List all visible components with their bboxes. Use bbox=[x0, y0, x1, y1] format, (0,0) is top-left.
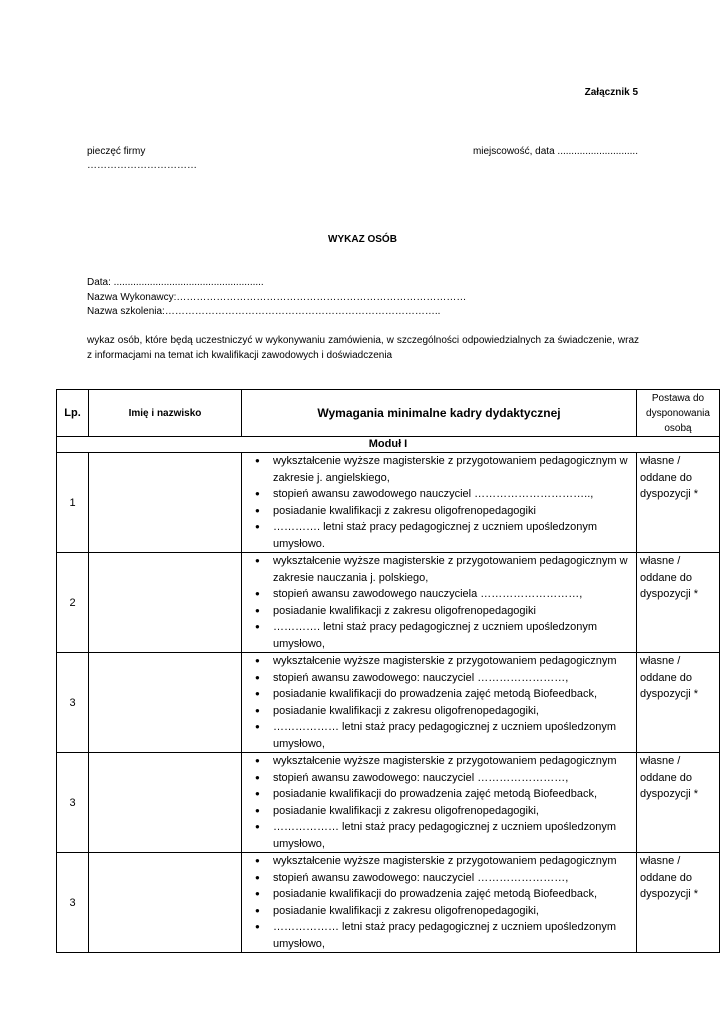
bullet-icon: ● bbox=[255, 772, 260, 782]
requirement-item bbox=[242, 486, 636, 503]
requirement-text: stopień awansu zawodowego nauczyciel ………………………….., bbox=[273, 488, 594, 500]
requirement-item bbox=[242, 603, 636, 620]
requirement-item bbox=[242, 903, 636, 920]
requirements-cell bbox=[242, 853, 637, 953]
requirement-item bbox=[242, 553, 636, 586]
training-name-field: Nazwa szkolenia:……………………………………………………………………….. bbox=[87, 306, 441, 317]
table-row bbox=[57, 453, 720, 553]
person-name-cell[interactable] bbox=[89, 453, 242, 553]
row-number: 3 bbox=[57, 853, 89, 953]
bullet-icon: ● bbox=[255, 605, 260, 615]
requirements-list bbox=[242, 453, 636, 552]
requirements-list bbox=[242, 653, 636, 752]
header-lp: Lp. bbox=[57, 390, 89, 437]
requirement-item bbox=[242, 753, 636, 770]
bullet-icon: ● bbox=[255, 672, 260, 682]
requirement-item bbox=[242, 819, 636, 852]
requirements-list bbox=[242, 553, 636, 652]
bullet-icon: ● bbox=[255, 522, 260, 531]
requirement-text: posiadanie kwalifikacji z zakresu oligofrenopedagogiki bbox=[273, 604, 536, 617]
bullet-icon: ● bbox=[255, 456, 260, 465]
requirement-text: wykształcenie wyższe magisterskie z przygotowaniem pedagogicznym w zakresie j. angielskiego, bbox=[273, 455, 628, 484]
requirements-cell bbox=[242, 753, 637, 853]
bullet-icon: ● bbox=[255, 856, 260, 865]
requirement-text: wykształcenie wyższe magisterskie z przygotowaniem pedagogicznym bbox=[273, 655, 617, 667]
company-stamp-placeholder: …………………………… bbox=[87, 160, 197, 171]
module-title: Moduł I bbox=[57, 437, 720, 453]
requirement-text: stopień awansu zawodowego nauczyciela ………………………, bbox=[273, 588, 583, 600]
requirement-text: posiadanie kwalifikacji z zakresu oligofrenopedagogiki, bbox=[273, 704, 539, 717]
intro-paragraph: wykaz osób, które będą uczestniczyć w wykonywaniu zamówienia, w szczególności odpowiedzialnych za świadczenie, wraz z informacjami na temat ich kwalifikacji zawodowych i doświadczenia bbox=[87, 335, 639, 361]
requirement-item bbox=[242, 619, 636, 652]
requirements-list bbox=[242, 753, 636, 852]
requirement-text: stopień awansu zawodowego: nauczyciel ……………………, bbox=[273, 871, 569, 884]
requirement-item bbox=[242, 870, 636, 887]
requirement-item bbox=[242, 703, 636, 720]
disposal-basis-cell: własne / oddane do dyspozycji * bbox=[637, 653, 720, 753]
requirement-item bbox=[242, 586, 636, 603]
document-title: WYKAZ OSÓB bbox=[328, 234, 397, 245]
requirements-cell bbox=[242, 553, 637, 653]
bullet-icon: ● bbox=[255, 656, 260, 665]
requirement-item bbox=[242, 886, 636, 903]
header-basis: Postawa do dysponowania osobą bbox=[637, 390, 720, 437]
requirement-item bbox=[242, 919, 636, 952]
table-row bbox=[57, 753, 720, 853]
bullet-icon: ● bbox=[255, 556, 260, 565]
disposal-basis-cell: własne / oddane do dyspozycji * bbox=[637, 753, 720, 853]
requirement-text: posiadanie kwalifikacji z zakresu oligofrenopedagogiki bbox=[273, 504, 536, 517]
person-name-cell[interactable] bbox=[89, 853, 242, 953]
table-header-row bbox=[57, 390, 720, 437]
requirement-text: stopień awansu zawodowego: nauczyciel ……………………, bbox=[273, 671, 569, 684]
bullet-icon: ● bbox=[255, 922, 260, 931]
row-number: 3 bbox=[57, 653, 89, 753]
bullet-icon: ● bbox=[255, 689, 260, 698]
requirement-text: ……………… letni staż pracy pedagogicznej z uczniem upośledzonym umysłowo, bbox=[273, 921, 616, 950]
contractor-name-field: Nazwa Wykonawcy:…………………………………………………………………………… bbox=[87, 292, 467, 303]
requirement-item bbox=[242, 803, 636, 820]
table-row bbox=[57, 553, 720, 653]
bullet-icon: ● bbox=[255, 889, 260, 898]
annex-label: Załącznik 5 bbox=[584, 87, 638, 98]
requirement-text: posiadanie kwalifikacji do prowadzenia zajęć metodą Biofeedback, bbox=[273, 888, 598, 900]
header-requirements: Wymagania minimalne kadry dydaktycznej bbox=[242, 390, 637, 437]
person-name-cell[interactable] bbox=[89, 653, 242, 753]
table-row bbox=[57, 853, 720, 953]
company-stamp-label: pieczęć firmy bbox=[87, 146, 146, 157]
requirement-item bbox=[242, 719, 636, 752]
requirement-item bbox=[242, 519, 636, 552]
bullet-icon: ● bbox=[255, 705, 260, 715]
requirement-item bbox=[242, 453, 636, 486]
disposal-basis-cell: własne / oddane do dyspozycji * bbox=[637, 553, 720, 653]
requirement-text: …………. letni staż pracy pedagogicznej z uczniem upośledzonym umysłowo, bbox=[273, 621, 598, 650]
date-field: Data: ...................................................... bbox=[87, 277, 264, 288]
row-number: 1 bbox=[57, 453, 89, 553]
row-number: 2 bbox=[57, 553, 89, 653]
requirement-item bbox=[242, 503, 636, 520]
requirement-item bbox=[242, 770, 636, 787]
requirement-text: wykształcenie wyższe magisterskie z przygotowaniem pedagogicznym bbox=[273, 855, 617, 867]
module-row bbox=[57, 437, 720, 453]
place-date-field: miejscowość, data ............................. bbox=[472, 146, 638, 157]
bullet-icon: ● bbox=[255, 489, 260, 498]
bullet-icon: ● bbox=[255, 756, 260, 765]
person-name-cell[interactable] bbox=[89, 753, 242, 853]
disposal-basis-cell: własne / oddane do dyspozycji * bbox=[637, 453, 720, 553]
requirement-item bbox=[242, 686, 636, 703]
bullet-icon: ● bbox=[255, 822, 260, 831]
requirement-text: wykształcenie wyższe magisterskie z przygotowaniem pedagogicznym bbox=[273, 755, 617, 767]
bullet-icon: ● bbox=[255, 505, 260, 515]
requirement-item bbox=[242, 670, 636, 687]
requirements-cell bbox=[242, 653, 637, 753]
bullet-icon: ● bbox=[255, 872, 260, 882]
requirement-text: posiadanie kwalifikacji do prowadzenia zajęć metodą Biofeedback, bbox=[273, 688, 598, 700]
disposal-basis-cell: własne / oddane do dyspozycji * bbox=[637, 853, 720, 953]
requirement-item bbox=[242, 653, 636, 670]
row-number: 3 bbox=[57, 753, 89, 853]
bullet-icon: ● bbox=[255, 805, 260, 815]
bullet-icon: ● bbox=[255, 622, 260, 631]
requirement-text: ……………… letni staż pracy pedagogicznej z uczniem upośledzonym umysłowo, bbox=[273, 721, 616, 750]
table-row bbox=[57, 653, 720, 753]
requirement-text: posiadanie kwalifikacji z zakresu oligofrenopedagogiki, bbox=[273, 804, 539, 817]
person-name-cell[interactable] bbox=[89, 553, 242, 653]
persons-table bbox=[56, 389, 720, 953]
requirement-text: …………. letni staż pracy pedagogicznej z uczniem upośledzonym umysłowo. bbox=[273, 521, 598, 550]
requirement-item bbox=[242, 853, 636, 870]
requirements-cell bbox=[242, 453, 637, 553]
requirement-text: stopień awansu zawodowego: nauczyciel ……………………, bbox=[273, 771, 569, 784]
bullet-icon: ● bbox=[255, 722, 260, 731]
bullet-icon: ● bbox=[255, 589, 260, 598]
requirements-list bbox=[242, 853, 636, 952]
bullet-icon: ● bbox=[255, 789, 260, 798]
requirement-text: ……………… letni staż pracy pedagogicznej z uczniem upośledzonym umysłowo, bbox=[273, 821, 616, 850]
bullet-icon: ● bbox=[255, 905, 260, 915]
requirement-text: wykształcenie wyższe magisterskie z przygotowaniem pedagogicznym w zakresie nauczania j. polskiego, bbox=[273, 555, 628, 584]
requirement-text: posiadanie kwalifikacji do prowadzenia zajęć metodą Biofeedback, bbox=[273, 788, 598, 800]
header-name: Imię i nazwisko bbox=[89, 390, 242, 437]
requirement-item bbox=[242, 786, 636, 803]
requirement-text: posiadanie kwalifikacji z zakresu oligofrenopedagogiki, bbox=[273, 904, 539, 917]
